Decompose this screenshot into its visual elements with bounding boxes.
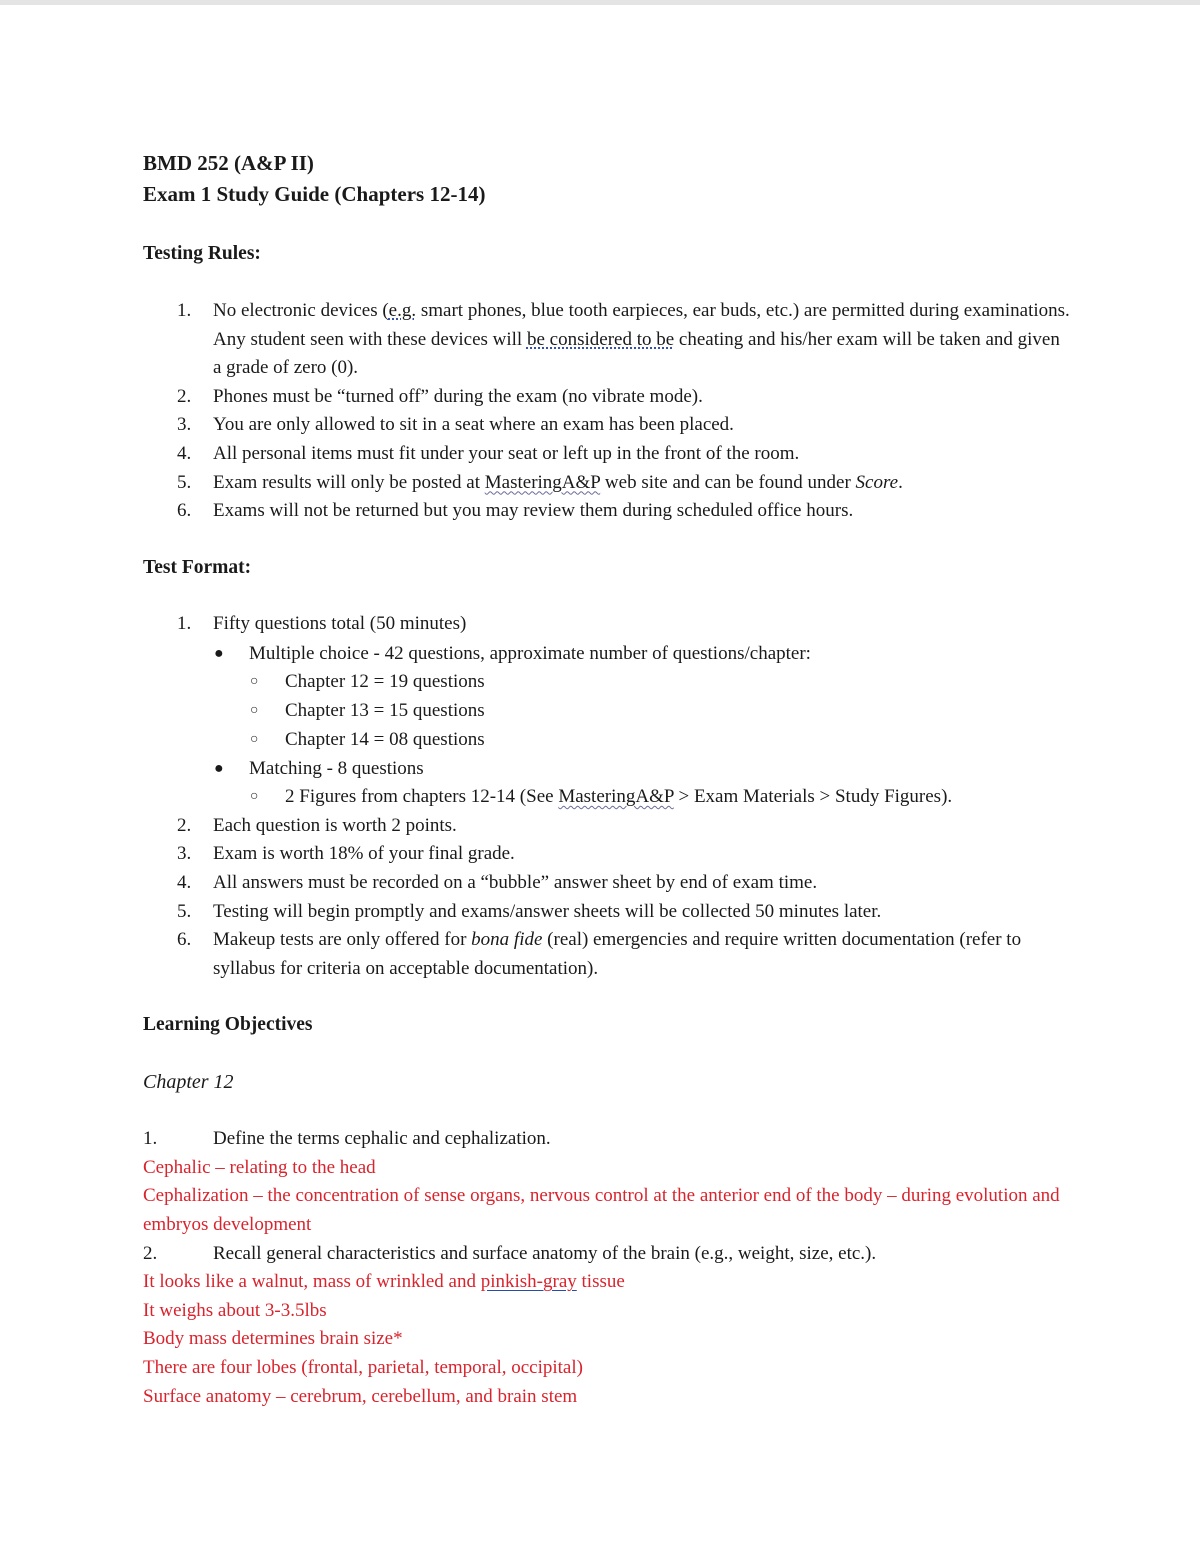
list-item xyxy=(213,639,1073,754)
test-format-heading: Test Format: xyxy=(143,556,252,578)
answer-text: It looks like a walnut, mass of wrinkled and xyxy=(143,1271,481,1293)
item-number: 3. xyxy=(177,414,192,436)
list-item xyxy=(143,411,1073,440)
item-number: 2. xyxy=(143,1242,158,1264)
item-number: 6. xyxy=(177,929,192,951)
circle-bullet-icon: ○ xyxy=(250,731,259,747)
item-number: 1. xyxy=(177,612,192,634)
item-number: 4. xyxy=(177,442,192,464)
item-text: Multiple choice - 42 questions, approximate number of questions/chapter: xyxy=(249,643,811,665)
list-item xyxy=(249,783,1073,812)
answer-line: Cephalic – relating to the head xyxy=(143,1156,376,1178)
circle-bullet-icon: ○ xyxy=(250,674,259,690)
item-text: Chapter 13 = 15 questions xyxy=(285,699,485,721)
item-text: > Exam Materials > Study Figures). xyxy=(673,786,953,808)
item-text: You are only allowed to sit in a seat where an exam has been placed. xyxy=(213,414,734,436)
list-item xyxy=(213,754,1073,812)
item-text: Score xyxy=(855,471,899,493)
list-item xyxy=(143,469,1073,498)
list-item xyxy=(143,812,1073,841)
format-sublist xyxy=(213,639,1073,811)
testing-rules-heading: Testing Rules: xyxy=(143,243,261,264)
item-text: Recall general characteristics and surface anatomy of the brain (e.g., weight, size, etc.). xyxy=(213,1242,877,1264)
circle-bullet-icon: ○ xyxy=(250,789,259,805)
answer-text: tissue xyxy=(576,1271,625,1293)
item-number: 5. xyxy=(177,900,192,922)
list-item xyxy=(143,497,1073,526)
bullet-icon: ● xyxy=(214,645,224,663)
learning-objectives-heading: Learning Objectives xyxy=(143,1014,313,1036)
answer-line: Cephalization – the concentration of sense organs, nervous control at the anterior end of the body – during evolution and embryos development xyxy=(143,1185,1060,1236)
item-text: cheating and his/her exam will be taken and given a grade of zero (0). xyxy=(213,328,1060,379)
item-text: smart phones, blue tooth earpieces, ear buds, etc.) are permitted during examinations. Any student seen with these devices will xyxy=(213,300,1070,350)
item-text: Exam is worth 18% of your final grade. xyxy=(213,843,515,865)
list-item xyxy=(143,869,1073,898)
list-item xyxy=(143,840,1073,869)
item-text: All personal items must fit under your seat or left up in the front of the room. xyxy=(213,442,800,464)
item-text: web site and can be found under xyxy=(600,471,856,493)
item-text: Testing will begin promptly and exams/answer sheets will be collected 50 minutes later. xyxy=(213,900,882,922)
item-text: Makeup tests are only offered for xyxy=(213,929,472,951)
list-item xyxy=(143,440,1073,469)
item-number: 3. xyxy=(177,843,192,865)
chapter-sublist xyxy=(249,668,1073,754)
list-item xyxy=(143,383,1073,412)
item-text: be considered to be xyxy=(526,328,675,350)
test-format-list xyxy=(143,610,1073,984)
list-item xyxy=(143,926,1073,983)
item-text: Exam results will only be posted at xyxy=(213,471,485,493)
answer-line xyxy=(143,1268,1073,1297)
item-text: Define the terms cephalic and cephalization. xyxy=(213,1128,551,1150)
item-text: e.g. xyxy=(388,300,417,321)
item-text: Phones must be “turned off” during the exam (no vibrate mode). xyxy=(213,385,703,407)
item-text: All answers must be recorded on a “bubble” answer sheet by end of exam time. xyxy=(213,871,818,893)
answer-line: Body mass determines brain size* xyxy=(143,1328,403,1350)
item-text: Matching - 8 questions xyxy=(249,758,424,780)
bullet-icon: ● xyxy=(214,760,224,778)
item-text: Each question is worth 2 points. xyxy=(213,814,457,836)
item-text: bona fide xyxy=(471,929,543,951)
item-text: No electronic devices ( xyxy=(213,300,389,321)
answer-line: It weighs about 3-3.5lbs xyxy=(143,1299,327,1321)
answer-line: Surface anatomy – cerebrum, cerebellum, and brain stem xyxy=(143,1385,578,1407)
chapter-heading: Chapter 12 xyxy=(143,1071,234,1094)
item-number: 5. xyxy=(177,471,192,493)
answer-line: There are four lobes (frontal, parietal, temporal, occipital) xyxy=(143,1357,583,1379)
list-item xyxy=(249,697,1073,726)
answer-text: pinkish-gray xyxy=(480,1271,577,1293)
item-number: 2. xyxy=(177,814,192,836)
item-number: 4. xyxy=(177,871,192,893)
item-number: 6. xyxy=(177,500,192,522)
item-number: 1. xyxy=(177,300,192,321)
item-number: 1. xyxy=(143,1128,158,1150)
guide-title: Exam 1 Study Guide (Chapters 12-14) xyxy=(143,182,486,206)
item-text: Chapter 12 = 19 questions xyxy=(285,671,485,693)
item-text: Chapter 14 = 08 questions xyxy=(285,728,485,750)
list-item xyxy=(143,610,1073,812)
objective-1 xyxy=(143,1125,1073,1154)
course-title: BMD 252 (A&P II) xyxy=(143,151,314,175)
figures-sublist xyxy=(249,783,1073,812)
document-page xyxy=(143,148,1073,1411)
item-text: Fifty questions total (50 minutes) xyxy=(213,612,467,634)
testing-rules-list xyxy=(143,297,1073,526)
item-text: MasteringA&P xyxy=(484,471,601,493)
list-item xyxy=(249,726,1073,755)
list-item xyxy=(249,668,1073,697)
list-item xyxy=(143,297,1073,383)
objective-2 xyxy=(143,1240,1073,1269)
item-text: MasteringA&P xyxy=(558,786,674,808)
item-text: . xyxy=(898,471,903,493)
item-text: 2 Figures from chapters 12-14 (See xyxy=(285,786,559,808)
circle-bullet-icon: ○ xyxy=(250,702,259,718)
top-border xyxy=(0,0,1200,5)
item-text: (real) emergencies and require written documentation (refer to syllabus for criteria on acceptable documentation). xyxy=(213,929,1022,979)
item-text: Exams will not be returned but you may review them during scheduled office hours. xyxy=(213,500,854,522)
list-item xyxy=(143,898,1073,927)
item-number: 2. xyxy=(177,385,192,407)
